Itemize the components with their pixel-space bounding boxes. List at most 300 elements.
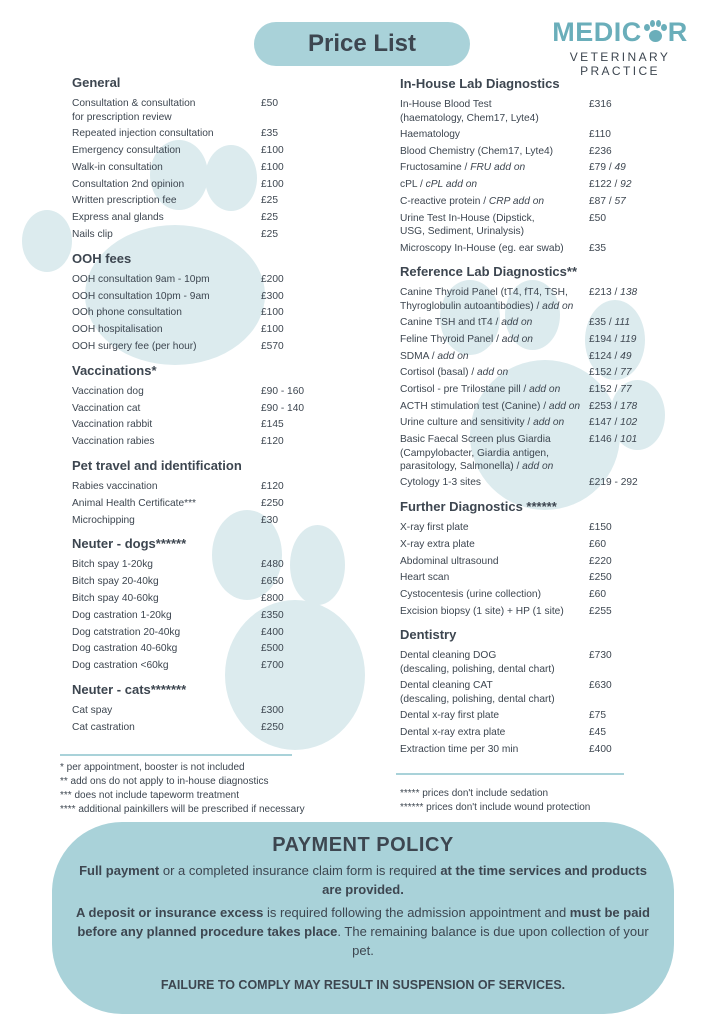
item-label [72,642,177,656]
item-label-text: Excision biopsy (1 site) + HP (1 site) [400,605,564,617]
price-row [400,726,606,740]
item-price [261,609,284,623]
price-row [72,418,284,432]
item-label-line [400,225,535,239]
item-label-text: Written prescription fee [72,195,177,207]
item-label [72,659,169,673]
price-row [400,195,626,209]
price-row [400,588,606,602]
price-row [72,592,284,606]
item-price-value: £110 [589,129,611,140]
item-label-line [400,538,475,552]
item-price [589,538,606,552]
item-price [589,433,637,447]
item-price-value: £87 / [589,195,615,207]
item-price [261,480,284,494]
item-label-text: Urine Test In-House (Dipstick, [400,212,535,224]
item-price-addon: 119 [620,333,637,345]
item-label [72,178,184,192]
item-label-text: OOH consultation 9am - 10pm [72,273,210,285]
item-price-value: £730 [589,650,612,662]
paw-print-decoration [290,525,345,605]
price-row [400,286,638,313]
left-divider [60,754,292,756]
item-label-text: (descaling, polishing, dental chart) [400,663,555,675]
section-heading: Further Diagnostics ****** [400,499,557,515]
item-label-line [400,679,555,693]
item-price-value: £50 [261,98,278,109]
item-label-text: C-reactive protein / [400,195,489,207]
item-label-text: Dog castration 40-60kg [72,643,178,655]
payment-policy-warning: FAILURE TO COMPLY MAY RESULT IN SUSPENSION OF SERVICES. [160,978,566,992]
price-row [72,514,278,528]
item-label-line [400,433,553,447]
item-label-text: Dental x-ray first plate [400,710,500,722]
price-row [72,402,305,416]
price-row [400,383,632,397]
item-price [589,709,606,723]
item-price-value: £350 [261,609,284,621]
price-row [72,385,305,399]
item-label-text: Fructosamine / [400,162,471,174]
item-price-addon: 49 [620,350,632,362]
section-heading: Reference Lab Diagnostics** [400,264,578,280]
price-row [72,144,284,158]
payment-policy-box [52,822,674,1014]
item-price-value: £25 [261,195,278,207]
item-label [400,195,544,209]
item-price [261,97,278,111]
price-row [72,178,284,192]
item-label-text: Nails clip [72,229,113,240]
policy-bold-text: Full payment [79,863,160,878]
price-row [400,433,638,474]
item-label-line [72,497,196,511]
item-price [261,340,284,354]
section-heading: Neuter - dogs****** [72,536,187,552]
logo-text-medic: MEDIC [552,17,642,47]
item-label-text: Cytology 1-3 sites [400,477,481,489]
item-label-text: In-House Blood Test [400,99,492,110]
price-row [400,128,611,142]
item-price-value: £50 [589,212,606,224]
item-label-line [72,558,153,572]
item-price-value: £100 [261,178,284,190]
item-label-line [400,605,564,619]
item-label-text: Abdominal ultrasound [400,555,499,567]
item-price [589,128,611,142]
paw-icon [643,20,667,44]
price-row [72,127,278,141]
item-price-addon: 49 [614,162,626,174]
item-label-line [400,350,469,364]
item-price-value: £700 [261,660,284,672]
item-price [261,418,284,432]
paw-print-decoration [225,600,365,750]
item-price [589,98,612,112]
policy-text: or a completed insurance claim form is required [159,863,441,878]
item-label [72,97,195,124]
item-price-value: £35 [589,242,606,254]
item-price-value: £146 / [589,434,621,446]
item-price [261,290,284,304]
section-heading: Dentistry [400,627,457,643]
price-row [400,571,612,585]
item-price-value: £152 / [589,384,621,395]
item-label-line [400,588,541,602]
item-label [400,605,564,619]
item-label [400,98,539,125]
price-row [72,558,284,572]
price-row [72,340,284,354]
item-label-line [400,128,460,142]
section-heading: In-House Lab Diagnostics [400,76,560,91]
item-label [400,286,573,313]
price-row [72,273,284,287]
item-label-line [400,161,525,175]
item-price [589,588,606,602]
item-label [400,476,481,490]
item-price [261,497,284,511]
item-price-value: £250 [589,572,612,584]
price-row [400,366,632,380]
item-label-line [72,402,140,416]
item-price [589,383,632,397]
item-price [261,721,284,735]
item-label-text: Blood Chemistry (Chem17, Lyte4) [400,145,554,157]
item-label-text: for prescription review [72,111,172,123]
item-label-text: Cortisol (basal) / [400,367,477,379]
item-price-value: £90 - 140 [261,402,305,414]
item-label-line [72,626,180,640]
item-label [72,418,152,432]
addon-label: add on [501,317,533,329]
item-price [261,385,304,399]
item-label-text: Dental x-ray extra plate [400,727,506,738]
section-heading: OOH fees [72,250,132,266]
item-label [400,128,460,142]
item-price-value: £90 - 160 [261,385,305,397]
item-label-text: Haematology [400,129,461,140]
item-label-line [400,178,477,192]
item-label-line [400,663,555,677]
item-label [72,497,196,511]
item-label-line [72,111,195,125]
item-label-text: Extraction time per 30 min [400,743,519,755]
price-row [72,480,284,494]
item-label-text: (descaling, polishing, dental chart) [400,693,555,705]
medicor-logo [530,16,710,78]
price-row [400,538,606,552]
item-label-line [400,112,539,126]
item-label-text: Dog castration <60kg [72,660,169,672]
item-price-addon: 77 [620,367,632,379]
item-label [72,514,135,528]
item-label [72,161,163,175]
item-price-addon: 92 [620,179,632,191]
item-label-text: OOH consultation 10pm - 9am [72,290,210,302]
price-row [400,743,612,757]
item-label-line [400,400,580,414]
item-label [72,592,159,606]
policy-bold-text: must be paid before any planned procedure takes place [77,905,650,939]
item-price [261,178,284,192]
item-label [400,333,533,347]
price-row [72,642,284,656]
item-price [589,476,638,490]
item-price [589,350,632,364]
price-row [400,679,612,706]
item-label [72,385,144,399]
item-label-line [72,659,169,673]
price-row [72,194,278,208]
item-price-value: £200 [261,273,284,285]
price-row [72,609,284,623]
item-price [261,273,284,287]
item-label-text: Cortisol - pre Trilostane pill / [400,384,530,395]
item-price-value: £35 / [589,317,615,329]
item-label-line [72,480,158,494]
item-label-text: Canine TSH and tT4 / [400,317,502,329]
item-price [261,626,284,640]
price-row [400,333,637,347]
item-label-line [400,460,553,474]
section-heading: General [72,75,121,90]
item-label-text: Microscopy In-House (eg. ear swab) [400,242,564,254]
item-price-value: £480 [261,559,284,571]
item-price-addon: 102 [620,417,638,429]
item-label-line [72,161,163,175]
item-price-addon: 178 [620,400,638,412]
item-price [589,400,637,414]
item-label-text: parasitology, Salmonella) / [400,461,523,473]
item-label [72,273,210,287]
item-label [400,571,449,585]
item-price-value: £236 [589,145,612,157]
item-label [72,721,135,735]
item-label-line [400,447,553,461]
item-price [261,144,284,158]
item-label-line [400,383,560,397]
item-price-value: £100 [261,307,284,319]
item-price [261,659,284,673]
item-price [261,514,278,528]
item-label-text: Cat castration [72,721,135,733]
item-label-text: Consultation 2nd opinion [72,178,185,190]
item-price [589,242,606,256]
item-label [400,366,508,380]
price-row [400,605,612,619]
item-label-line [72,273,210,287]
item-price [589,416,637,430]
price-row [72,704,284,718]
price-row [72,575,284,589]
price-row [400,521,612,535]
item-price-value: £650 [261,576,284,588]
item-label [400,709,499,723]
price-row [400,476,638,490]
price-row [72,290,284,304]
item-label-line [400,366,508,380]
item-label-text: Bitch spay 1-20kg [72,559,153,571]
item-label [72,306,182,320]
price-row [400,709,606,723]
item-price [589,145,612,159]
item-price [589,366,632,380]
item-label [72,194,177,208]
price-row [400,400,638,414]
item-label [400,555,499,569]
item-price-value: £120 [261,436,284,448]
policy-text: is required following the admission appointment and [263,905,570,920]
item-price-value: £300 [261,290,284,302]
item-label [400,416,564,430]
section-heading: Neuter - cats******* [72,682,187,697]
item-label [400,242,564,256]
item-label-line [400,726,505,740]
policy-text: . The remaining balance is due upon collection of your pet. [337,924,649,958]
price-row [72,497,284,511]
item-label-line [72,228,113,242]
item-label-line [400,98,539,112]
item-label-line [72,323,163,337]
price-row [400,649,612,676]
addon-label: add on [437,350,469,362]
price-row [72,323,284,337]
footnote: ****** prices don't include wound protection [400,802,591,813]
item-price [589,521,612,535]
item-price [589,679,612,693]
item-price [261,642,284,656]
item-price-value: £25 [261,229,278,240]
item-label-text: X-ray first plate [400,522,469,534]
item-label [72,402,140,416]
price-row [72,659,284,673]
item-label [400,383,560,397]
price-row [400,212,606,239]
item-price-addon: 57 [614,195,626,207]
addon-label: add on [477,367,509,379]
addon-label: add on [548,400,581,412]
addon-label: FRU add on [470,162,526,174]
item-label-text: Dental cleaning DOG [400,650,497,662]
item-label [400,400,580,414]
addon-label: add on [501,333,533,345]
item-label-line [72,609,172,623]
item-label [72,127,214,141]
item-label-line [400,300,573,314]
item-price-value: £25 [261,212,278,224]
item-label [400,679,555,706]
price-row [400,416,638,430]
item-price-value: £316 [589,99,612,110]
item-label-text: Vaccination cat [72,402,141,414]
item-label [72,575,159,589]
paw-print-decoration [22,210,72,272]
item-price-value: £145 [261,419,284,431]
item-price [261,211,278,225]
item-label [72,144,181,158]
item-label-line [400,242,564,256]
item-label-line [72,127,214,141]
item-label-line [72,306,182,320]
paw-print-decoration [205,145,257,211]
item-label-line [72,144,181,158]
item-label-text: (haematology, Chem17, Lyte4) [400,112,539,124]
item-label [400,743,518,757]
price-row [72,435,284,449]
item-label-line [72,592,159,606]
item-label-line [400,521,469,535]
item-label [72,704,112,718]
item-price-value: £147 / [589,417,621,429]
item-label-line [400,195,544,209]
item-price [589,605,612,619]
item-price [261,228,278,242]
price-row [72,626,284,640]
price-row [400,316,630,330]
item-label-text: Emergency consultation [72,145,181,156]
page-title: Price List [307,30,417,57]
item-label-text: OOH hospitalisation [72,324,163,336]
item-label-text: Vaccination dog [72,385,144,397]
item-label-text: Dog catstration 20-40kg [72,626,181,638]
item-label-text: X-ray extra plate [400,538,475,550]
item-price-value: £630 [589,680,612,692]
addon-label: add on [522,461,554,473]
item-label [400,178,477,192]
footnote: *** does not include tapeworm treatment [60,790,239,801]
item-price [589,333,636,347]
item-label [72,340,197,354]
item-price-value: £500 [261,643,284,655]
item-price [261,127,278,141]
item-price [261,402,304,416]
item-label [72,323,163,337]
item-price-value: £100 [261,161,284,173]
item-label-text: Rabies vaccination [72,481,158,492]
item-label-text: Canine Thyroid Panel (tT4, fT4, TSH, [400,287,568,299]
item-label [400,433,553,474]
price-row [72,97,278,124]
item-price-value: £120 [261,481,284,492]
item-label [72,626,180,640]
item-label-text: Feline Thyroid Panel / [400,333,502,345]
item-label-text: Consultation & consultation [72,98,196,109]
item-price [589,212,606,226]
item-price-value: £219 - 292 [589,477,638,489]
item-label-text: USG, Sediment, Urinalysis) [400,226,524,237]
footnote: ** add ons do not apply to in-house diagnostics [60,776,269,787]
item-label-line [72,642,177,656]
item-price-addon: 101 [620,434,638,446]
price-row [400,350,632,364]
item-price-addon: 138 [620,287,638,299]
addon-label: cPL add on [425,179,478,191]
item-price [589,649,612,663]
section-heading: Vaccinations* [72,362,157,378]
item-price-value: £124 / [589,350,621,362]
item-price-value: £400 [589,743,612,755]
item-label-line [400,571,449,585]
footnote: ***** prices don't include sedation [400,788,549,799]
item-label [400,212,535,239]
item-label-line [72,385,144,399]
footnote: **** additional painkillers will be prescribed if necessary [60,804,305,815]
item-price [589,316,630,330]
item-label [72,480,158,494]
item-label-text: OOh phone consultation [72,307,182,319]
